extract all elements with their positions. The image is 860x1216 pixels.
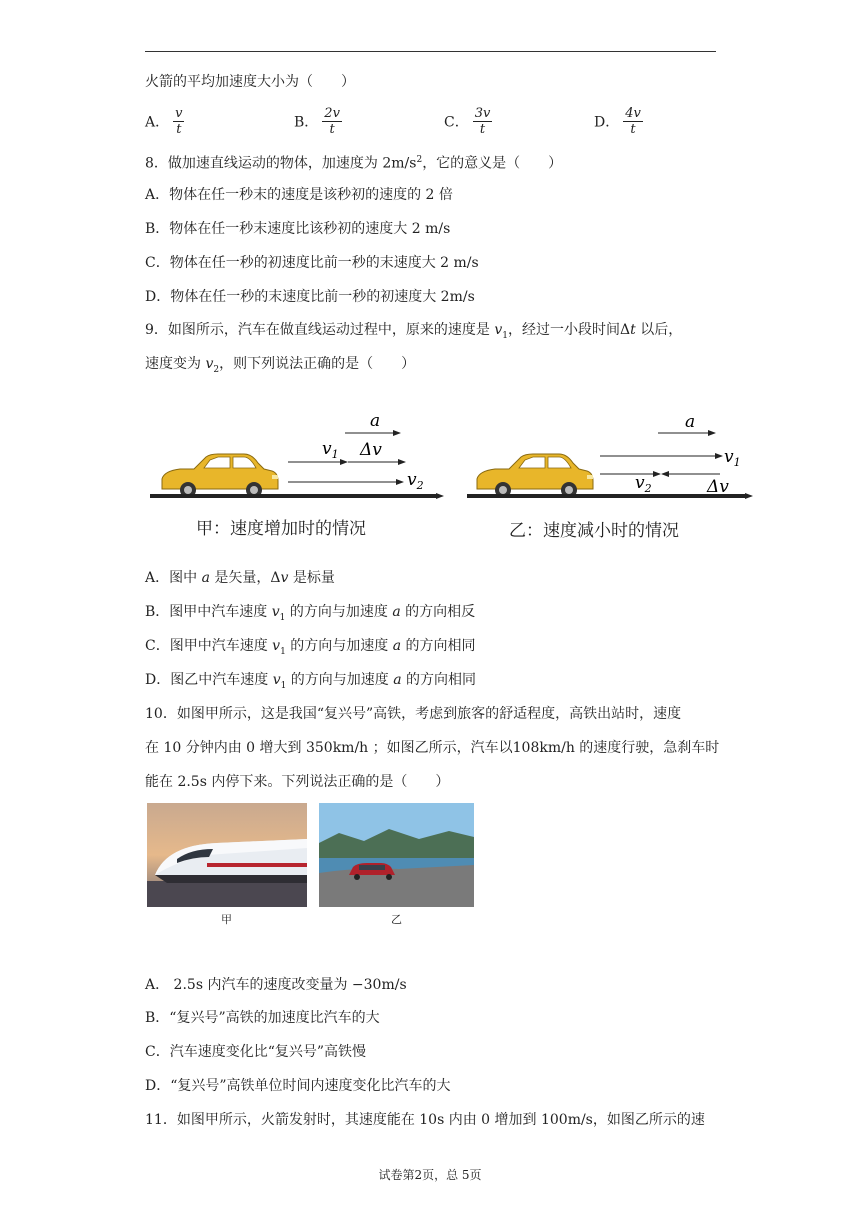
q8-option-d[interactable]: D．物体在任一秒的末速度比前一秒的初速度大 2m/s	[145, 289, 475, 305]
fraction: $\frac{v}{t}$	[175, 106, 183, 137]
q10-option-d[interactable]: D．“复兴号”高铁单位时间内速度变化比汽车的大	[145, 1078, 451, 1094]
q9-option-a[interactable]: A．图中 a 是矢量，Δv 是标量	[145, 570, 335, 586]
q8-option-c[interactable]: C．物体在任一秒的初速度比前一秒的末速度大 2 m/s	[145, 255, 479, 271]
fig-caption-right: 乙：速度减小时的情况	[509, 521, 679, 541]
q10-stem-line3: 能在 2.5s 内停下来。下列说法正确的是（ ）	[145, 774, 450, 790]
fraction: $\frac{3v}{t}$	[474, 106, 491, 137]
label-a-left: a	[370, 411, 381, 431]
q10-stem-line1: 10．如图甲所示，这是我国“复兴号”高铁，考虑到旅客的舒适程度，高铁出站时，速度	[145, 706, 682, 722]
fraction: $\frac{2v}{t}$	[324, 106, 340, 137]
label-v2-left: $v_2$	[407, 470, 424, 492]
photo-car-on-road	[319, 803, 474, 907]
label-dv-left: Δv	[360, 440, 382, 460]
car-left-icon	[162, 454, 278, 498]
q8-option-b[interactable]: B．物体在任一秒末速度比该秒初的速度大 2 m/s	[145, 221, 451, 237]
label-v1-left: $v_1$	[322, 439, 339, 461]
label-dv-right: Δv	[707, 477, 729, 497]
label-v1-right: $v_1$	[724, 447, 741, 469]
q8-stem: 8．做加速直线运动的物体，加速度为 $2m/s^2$，它的意义是（ ）	[145, 155, 563, 172]
fraction: $\frac{4v}{t}$	[625, 106, 641, 137]
q9-stem-line1: 9．如图所示，汽车在做直线运动过程中，原来的速度是 $v_1$，经过一小段时间Δt 以后，	[145, 322, 683, 341]
q10-stem-line2: 在 10 分钟内由 0 增大到 350km/h ；如图乙所示，汽车以108km/h 的速度行驶，急刹车时	[145, 740, 720, 756]
q10-option-c[interactable]: C．汽车速度变化比“复兴号”高铁慢	[145, 1044, 367, 1060]
car-right-icon	[477, 454, 593, 498]
fig-caption-left: 甲：速度增加时的情况	[196, 519, 366, 539]
q7-option-a[interactable]: A． $\frac{v}{t}$	[145, 106, 183, 137]
q9-option-c[interactable]: C．图甲中汽车速度 $v_1$ 的方向与加速度 a 的方向相同	[145, 638, 476, 657]
q7-stem-tail: 火箭的平均加速度大小为（ ）	[145, 74, 355, 90]
q9-option-d[interactable]: D．图乙中汽车速度 $v_1$ 的方向与加速度 a 的方向相同	[145, 672, 477, 691]
q7-option-c[interactable]: C． $\frac{3v}{t}$	[444, 106, 491, 137]
q7-option-b[interactable]: B． $\frac{2v}{t}$	[294, 106, 340, 137]
q7-option-d[interactable]: D． $\frac{4v}{t}$	[594, 106, 641, 137]
q10-option-b[interactable]: B．“复兴号”高铁的加速度比汽车的大	[145, 1010, 380, 1026]
photo-caption-right: 乙	[391, 913, 402, 926]
q10-option-a[interactable]: A． 2.5s 内汽车的速度改变量为 −30m/s	[145, 977, 407, 993]
q9-option-b[interactable]: B．图甲中汽车速度 $v_1$ 的方向与加速度 a 的方向相反	[145, 604, 476, 623]
page-footer: 试卷第2页，总 5页	[378, 1168, 482, 1182]
q9-stem-line2: 速度变为 $v_2$，则下列说法正确的是（ ）	[145, 356, 416, 375]
header-rule	[145, 51, 716, 52]
label-a-right: a	[685, 412, 696, 432]
photo-high-speed-train	[147, 803, 307, 907]
label-v2-right: $v_2$	[635, 473, 652, 495]
q8-option-a[interactable]: A．物体在任一秒末的速度是该秒初的速度的 2 倍	[145, 187, 453, 203]
q11-stem-line1: 11．如图甲所示，火箭发射时，其速度能在 10s 内由 0 增加到 100m/s，如图乙所示的速	[145, 1112, 705, 1128]
photo-caption-left: 甲	[221, 913, 232, 926]
